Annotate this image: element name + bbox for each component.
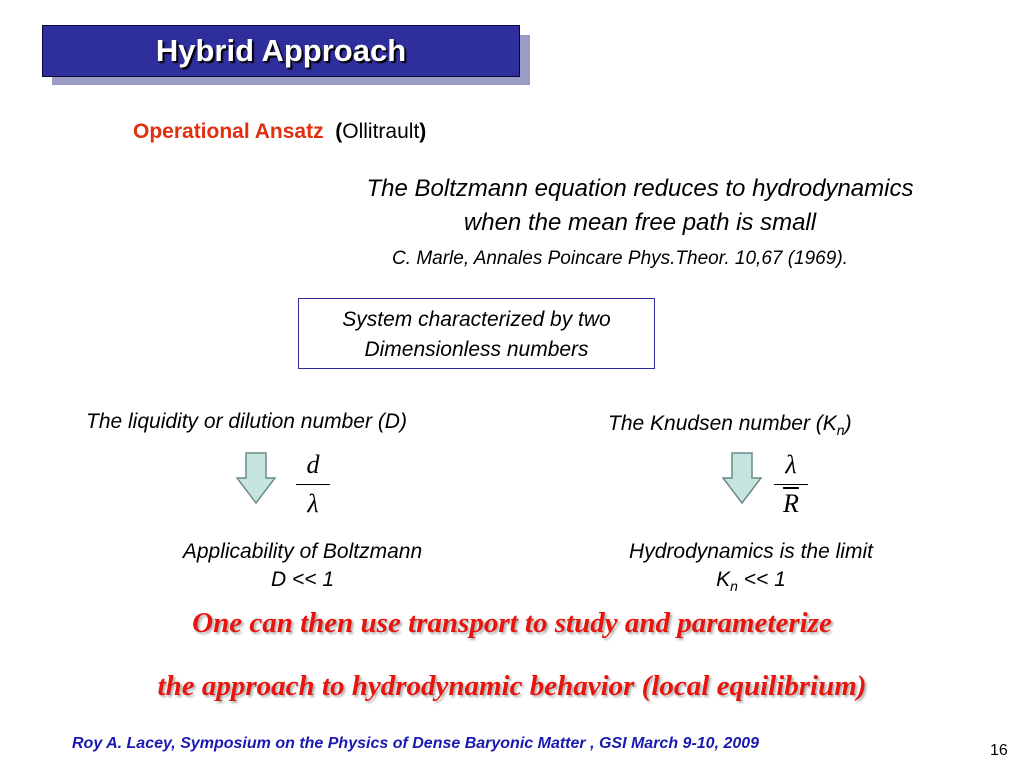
ansatz-close-paren: ) (419, 120, 427, 143)
dilution-fraction-denominator: λ (307, 489, 319, 518)
footer-citation: Roy A. Lacey, Symposium on the Physics of Dense Baryonic Matter , GSI March 9-10, 2009 (72, 735, 760, 752)
system-box-line-1: System characterized by two (342, 308, 611, 331)
knudsen-label-close: ) (844, 412, 852, 435)
fraction-bar (774, 484, 808, 485)
ansatz-author: Ollitrault (342, 120, 420, 143)
page-number: 16 (990, 742, 1008, 759)
title-box (42, 25, 520, 77)
applicability-line-2: D << 1 (270, 568, 335, 591)
ansatz-open-paren: ( (335, 120, 343, 143)
knudsen-number-label (608, 412, 852, 438)
ansatz-label: Operational Ansatz (133, 120, 324, 143)
statement-line-1: The Boltzmann equation reduces to hydrodynamics (366, 175, 914, 202)
reference-citation: C. Marle, Annales Poincare Phys.Theor. 10,67 (1969). (392, 248, 848, 269)
limit-k-subscript: n (730, 578, 738, 595)
system-box (298, 298, 655, 369)
ansatz-line (133, 120, 426, 144)
hydrodynamics-limit (596, 538, 906, 600)
boltzmann-statement (300, 172, 980, 240)
fraction-bar (296, 484, 330, 485)
limit-line-1: Hydrodynamics is the limit (629, 540, 873, 563)
dilution-number-label: The liquidity or dilution number (D) (86, 410, 407, 433)
down-arrow-icon (236, 452, 276, 504)
limit-condition: << 1 (737, 568, 786, 591)
slide-title: Hybrid Approach (155, 33, 407, 68)
knudsen-fraction (771, 450, 811, 519)
conclusion-line-1: One can then use transport to study and parameterize (192, 607, 832, 639)
knudsen-label-subscript: n (836, 422, 845, 439)
boltzmann-applicability (150, 538, 455, 594)
limit-line-2 (596, 566, 906, 600)
conclusion-line-2: the approach to hydrodynamic behavior (local equilibrium) (157, 670, 867, 702)
down-arrow-icon (722, 452, 762, 504)
limit-k: K (716, 568, 731, 591)
system-box-line-2: Dimensionless numbers (364, 338, 589, 361)
statement-line-2: when the mean free path is small (463, 209, 817, 236)
knudsen-fraction-denominator: R (783, 489, 799, 518)
dilution-fraction-numerator: d (306, 450, 320, 479)
knudsen-label-text: The Knudsen number (K (608, 412, 837, 435)
dilution-fraction (293, 450, 333, 519)
knudsen-fraction-numerator: λ (785, 450, 797, 479)
applicability-line-1: Applicability of Boltzmann (182, 540, 423, 563)
